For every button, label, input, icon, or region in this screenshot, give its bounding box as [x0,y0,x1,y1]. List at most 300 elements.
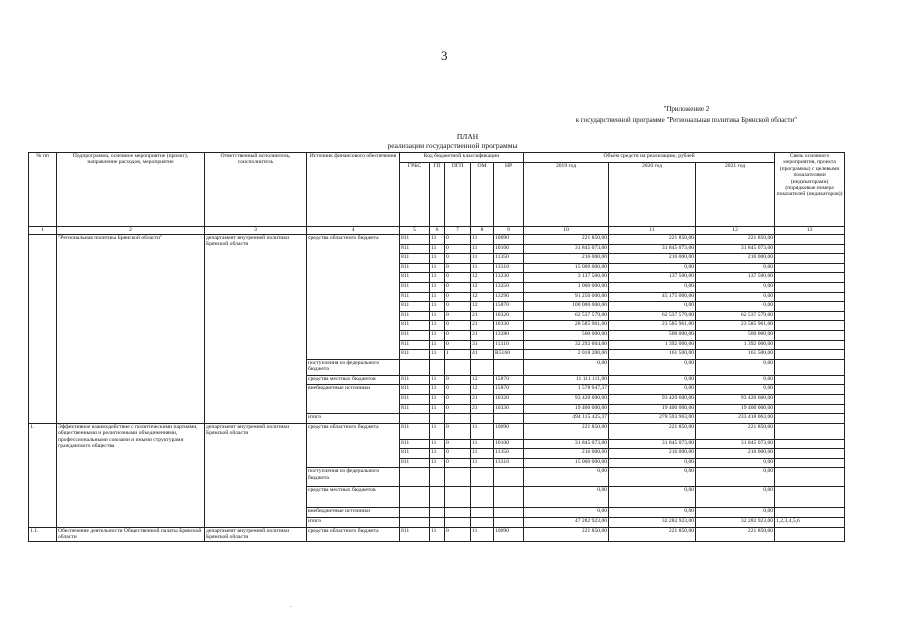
pgp-cell: 1 [445,350,471,360]
grbs-cell: 811 [400,527,430,541]
plan-table [28,152,845,542]
amount-cell: 216 000,00 [524,254,609,264]
table-row [29,423,845,439]
om-cell: 31 [471,340,494,350]
header-2021: 2021 год [696,163,775,227]
nr-cell: 13310 [494,458,524,468]
amount-cell: 216 000,00 [609,449,696,459]
link-cell: 1,2,3,4,5,6 [775,518,845,528]
amount-cell: 19 400 000,00 [696,404,775,414]
empty-code-cell [471,468,494,487]
link-cell [775,292,845,302]
link-cell [775,330,845,340]
nr-cell: 10330 [494,321,524,331]
block2-executor: департамент внутренней политики Брянской области [205,423,307,527]
grbs-cell: 811 [400,423,430,439]
amount-cell: 216 000,00 [696,254,775,264]
grbs-cell: 811 [400,375,430,385]
column-number: 12 [696,227,775,235]
amount-cell: 62 537 579,00 [609,311,696,321]
link-cell [775,394,845,404]
empty-code-cell [445,518,471,528]
empty-code-cell [471,518,494,528]
empty-code-cell [494,508,524,518]
amount-cell: 0,00 [609,385,696,395]
empty-code-cell [400,414,430,424]
amount-cell: 32 292 604,00 [524,340,609,350]
link-cell [775,527,845,541]
pgp-cell: 0 [445,375,471,385]
gp-cell: 11 [430,458,445,468]
empty-code-cell [430,359,445,375]
amount-cell: 221 850,00 [609,235,696,245]
source-extra: внебюджетные источники [307,385,400,414]
amount-cell: 0,00 [609,375,696,385]
amount-cell: 15 000 000,00 [524,458,609,468]
amount-cell: 0,00 [609,508,696,518]
table-row [29,527,845,541]
column-number: 8 [471,227,494,235]
column-number: 1 [29,227,57,235]
amount-cell: 0,00 [696,508,775,518]
amount-cell: 0,00 [696,458,775,468]
column-number: 5 [400,227,430,235]
gp-cell: 11 [430,321,445,331]
pgp-cell: 0 [445,292,471,302]
grbs-cell: 811 [400,350,430,360]
header-link: Связь основного мероприятия, проекта (программы) с целевыми показателями (индикаторами) (порядковые номера показателей (индикаторов)) [775,153,845,227]
amount-cell: 0,00 [609,282,696,292]
empty-code-cell [445,359,471,375]
nr-cell: 10090 [494,527,524,541]
amount-cell: 15 000 000,00 [524,263,609,273]
gp-cell: 11 [430,330,445,340]
grbs-cell: 811 [400,439,430,449]
pgp-cell: 0 [445,282,471,292]
nr-cell: 15870 [494,385,524,395]
amount-cell: 23 585 961,00 [696,321,775,331]
amount-cell: 31 845 073,00 [524,439,609,449]
header-volume: Объём средств на реализацию, рублей [524,153,775,163]
link-cell [775,458,845,468]
grbs-cell: 811 [400,394,430,404]
amount-cell: 0,00 [696,263,775,273]
empty-code-cell [471,414,494,424]
pgp-cell: 0 [445,244,471,254]
link-cell [775,340,845,350]
empty-code-cell [430,468,445,487]
amount-cell: 500 000,00 [609,330,696,340]
amount-cell: 221 850,00 [524,423,609,439]
amount-cell: 221 850,00 [524,235,609,245]
om-cell: 11 [471,458,494,468]
amount-cell: 233 418 063,00 [696,414,775,424]
grbs-cell: 811 [400,330,430,340]
link-cell [775,244,845,254]
om-cell: 11 [471,244,494,254]
amount-cell: 500 000,00 [524,330,609,340]
amount-cell: 28 585 961,00 [524,321,609,331]
empty-code-cell [494,359,524,375]
amount-cell: 100 000 000,00 [524,302,609,312]
block2-no: 1. [29,423,57,527]
amount-cell: 137 500,00 [609,273,696,283]
plan-title-line-1: ПЛАН [456,132,479,141]
empty-code-cell [400,518,430,528]
nr-cell: 11350 [494,254,524,264]
nr-cell: 10100 [494,244,524,254]
om-cell: 21 [471,330,494,340]
appendix-line-1: "Приложение 2 [663,105,710,113]
header-budget-code: Код бюджетной классификации [400,153,524,163]
grbs-cell: 811 [400,404,430,414]
pgp-cell: 0 [445,527,471,541]
gp-cell: 11 [430,439,445,449]
link-cell [775,404,845,414]
header-source: Источник финансового обеспечения [307,153,400,227]
page-number: 3 [441,48,448,63]
om-cell: 12 [471,385,494,395]
amount-cell: 91 250 000,00 [524,292,609,302]
source-local: средства местных бюджетов [307,375,400,385]
pgp-cell: 0 [445,404,471,414]
gp-cell: 11 [430,282,445,292]
gp-cell: 11 [430,292,445,302]
link-cell [775,254,845,264]
amount-cell: 1 392 000,00 [696,340,775,350]
amount-cell: 161 500,00 [609,350,696,360]
link-cell [775,423,845,439]
pgp-cell: 0 [445,302,471,312]
amount-cell: 32 282 923,00 [609,518,696,528]
header-executor: Ответственный исполнитель, соисполнитель [205,153,307,227]
empty-code-cell [445,414,471,424]
om-cell: 11 [471,527,494,541]
grbs-cell: 811 [400,311,430,321]
empty-code-cell [400,487,430,508]
pgp-cell: 0 [445,273,471,283]
link-cell [775,359,845,375]
column-numbers-row [29,227,845,235]
grbs-cell: 811 [400,263,430,273]
link-cell [775,385,845,395]
pgp-cell: 0 [445,321,471,331]
amount-cell: 0,00 [524,487,609,508]
amount-cell: 0,00 [609,458,696,468]
amount-cell: 0,00 [524,508,609,518]
grbs-cell: 811 [400,254,430,264]
gp-cell: 11 [430,449,445,459]
appendix-line-2: к государственной программе "Региональная политика Брянской области" [575,116,797,124]
amount-cell: 62 537 579,00 [696,311,775,321]
nr-cell: 10100 [494,439,524,449]
amount-cell: 0,00 [609,487,696,508]
appendix-header [576,104,797,126]
amount-cell: 32 282 923,00 [696,518,775,528]
block3-no: 1.1. [29,527,57,541]
nr-cell: 15870 [494,302,524,312]
plan-title-line-2: реализации государственной программы [387,141,518,150]
gp-cell: 11 [430,244,445,254]
pgp-cell: 0 [445,385,471,395]
header-om: ОМ [471,163,494,227]
link-cell [775,311,845,321]
block1-executor: департамент внутренней политики Брянской области [205,235,307,424]
header-pgp: ПГП [445,163,471,227]
link-cell [775,449,845,459]
nr-cell: 10320 [494,394,524,404]
amount-cell: 0,00 [609,359,696,375]
grbs-cell: 811 [400,292,430,302]
link-cell [775,375,845,385]
om-cell: 12 [471,273,494,283]
amount-cell: 19 400 000,00 [524,404,609,414]
source-regional: средства областного бюджета [307,235,400,360]
link-cell [775,273,845,283]
amount-cell: 0,00 [524,468,609,487]
amount-cell: 2 018 200,00 [524,350,609,360]
om-cell: 11 [471,254,494,264]
empty-code-cell [430,487,445,508]
empty-code-cell [494,487,524,508]
om-cell: 12 [471,292,494,302]
pgp-cell: 0 [445,235,471,245]
empty-code-cell [430,508,445,518]
om-cell: 21 [471,321,494,331]
amount-cell: 62 537 579,00 [524,311,609,321]
gp-cell: 11 [430,235,445,245]
column-number: 11 [609,227,696,235]
amount-cell: 216 000,00 [609,254,696,264]
source-regional: средства областного бюджета [307,423,400,468]
amount-cell: 31 845 073,00 [524,244,609,254]
amount-cell: 0,00 [609,468,696,487]
amount-cell: 31 845 073,00 [609,439,696,449]
source-extra: внебюджетные источники [307,508,400,518]
amount-cell: 500 000,00 [696,330,775,340]
block3-executor: департамент внутренней политики Брянской области [205,527,307,541]
om-cell: 12 [471,302,494,312]
empty-code-cell [400,508,430,518]
nr-cell: 10090 [494,423,524,439]
nr-cell: 11350 [494,449,524,459]
block3-name: Обеспечение деятельности Общественной палаты Брянской области [57,527,205,541]
grbs-cell: 811 [400,385,430,395]
grbs-cell: 811 [400,340,430,350]
amount-cell: 221 850,00 [696,423,775,439]
grbs-cell: 811 [400,273,430,283]
total-label: итого [307,518,400,528]
empty-code-cell [494,468,524,487]
block2-name: Эффективное взаимодействие с политическими партиями, общественными и религиозными объединениями, профессиональными союзами и иными структурами гражданского общества [57,423,205,527]
amount-cell: 221 850,00 [609,527,696,541]
grbs-cell: 811 [400,321,430,331]
link-cell [775,414,845,424]
source-regional: средства областного бюджета [307,527,400,541]
header-subprogram: Подпрограмма, основное мероприятие (проект), направление расходов, мероприятие [57,153,205,227]
column-number: 10 [524,227,609,235]
total-label: итого [307,414,400,424]
nr-cell: 13250 [494,282,524,292]
table-row [29,235,845,245]
amount-cell: 1 578 947,37 [524,385,609,395]
link-cell [775,468,845,487]
empty-code-cell [430,414,445,424]
grbs-cell: 811 [400,282,430,292]
block1-name: "Региональная политика Брянской области" [57,235,205,424]
empty-code-cell [445,508,471,518]
link-cell [775,235,845,245]
amount-cell: 3 137 500,00 [524,273,609,283]
pgp-cell: 0 [445,423,471,439]
source-federal: поступления из федерального бюджета [307,359,400,375]
amount-cell: 0,00 [609,263,696,273]
amount-cell: 137 500,00 [696,273,775,283]
om-cell: 41 [471,350,494,360]
om-cell: 21 [471,404,494,414]
grbs-cell: 811 [400,244,430,254]
gp-cell: 11 [430,394,445,404]
amount-cell: 23 585 961,00 [609,321,696,331]
gp-cell: 11 [430,404,445,414]
gp-cell: 11 [430,302,445,312]
empty-code-cell [400,468,430,487]
om-cell: 21 [471,394,494,404]
om-cell: 12 [471,282,494,292]
pgp-cell: 0 [445,254,471,264]
grbs-cell: 811 [400,458,430,468]
nr-cell: 10330 [494,404,524,414]
gp-cell: 11 [430,340,445,350]
nr-cell: 13280 [494,330,524,340]
column-number: 4 [307,227,400,235]
amount-cell: 0,00 [696,487,775,508]
empty-code-cell [471,508,494,518]
amount-cell: 93 420 600,00 [524,394,609,404]
nr-cell: 13230 [494,273,524,283]
gp-cell: 11 [430,375,445,385]
om-cell: 21 [471,311,494,321]
empty-code-cell [471,359,494,375]
grbs-cell: 811 [400,302,430,312]
gp-cell: 11 [430,263,445,273]
amount-cell: 161 500,00 [696,350,775,360]
empty-code-cell [400,359,430,375]
gp-cell: 11 [430,385,445,395]
nr-cell: 13310 [494,263,524,273]
gp-cell: 11 [430,350,445,360]
header-2019: 2019 год [524,163,609,227]
amount-cell: 0,00 [696,375,775,385]
source-federal: поступления из федерального бюджета [307,468,400,487]
amount-cell: 0,00 [524,359,609,375]
header-gp: ГП [430,163,445,227]
pgp-cell: 0 [445,449,471,459]
gp-cell: 11 [430,254,445,264]
amount-cell: 221 850,00 [524,527,609,541]
empty-code-cell [494,414,524,424]
source-local: средства местных бюджетов [307,487,400,508]
link-cell [775,263,845,273]
column-number: 3 [205,227,307,235]
om-cell: 11 [471,423,494,439]
om-cell: 12 [471,375,494,385]
link-cell [775,321,845,331]
amount-cell: 0,00 [696,359,775,375]
empty-code-cell [471,487,494,508]
header-nr: НР [494,163,524,227]
pgp-cell: 0 [445,439,471,449]
pgp-cell: 0 [445,330,471,340]
om-cell: 11 [471,449,494,459]
empty-code-cell [445,487,471,508]
amount-cell: 1 000 000,00 [524,282,609,292]
amount-cell: 19 400 000,00 [609,404,696,414]
pgp-cell: 0 [445,311,471,321]
amount-cell: 216 000,00 [524,449,609,459]
amount-cell: 47 282 923,00 [524,518,609,528]
amount-cell: 0,00 [696,468,775,487]
amount-cell: 494 115 425,37 [524,414,609,424]
amount-cell: 0,00 [696,282,775,292]
header-no: № пп [29,153,57,227]
link-cell [775,302,845,312]
gp-cell: 11 [430,527,445,541]
amount-cell: 45 175 000,00 [609,292,696,302]
om-cell: 11 [471,263,494,273]
amount-cell: 0,00 [696,292,775,302]
pgp-cell: 0 [445,394,471,404]
nr-cell: 10320 [494,311,524,321]
amount-cell: 31 845 073,00 [696,439,775,449]
link-cell [775,508,845,518]
gp-cell: 11 [430,311,445,321]
om-cell: 11 [471,235,494,245]
pgp-cell: 0 [445,340,471,350]
link-cell [775,282,845,292]
empty-code-cell [494,518,524,528]
scan-mark: . [290,600,292,609]
om-cell: 11 [471,439,494,449]
column-number: 2 [57,227,205,235]
nr-cell: 15870 [494,375,524,385]
header-grbs: ГРБС [400,163,430,227]
plan-title [0,132,905,150]
amount-cell: 31 845 073,00 [696,244,775,254]
header-2020: 2020 год [609,163,696,227]
amount-cell: 93 420 600,00 [696,394,775,404]
column-number: 6 [430,227,445,235]
column-number: 7 [445,227,471,235]
nr-cell: R5160 [494,350,524,360]
amount-cell: 1 392 000,00 [609,340,696,350]
nr-cell: 13290 [494,292,524,302]
amount-cell: 221 850,00 [609,423,696,439]
link-cell [775,439,845,449]
pgp-cell: 0 [445,458,471,468]
empty-code-cell [445,468,471,487]
nr-cell: 11310 [494,340,524,350]
amount-cell: 278 593 963,00 [609,414,696,424]
empty-code-cell [430,518,445,528]
amount-cell: 11 111 111,00 [524,375,609,385]
row-no-cell [29,235,57,424]
amount-cell: 221 850,00 [696,527,775,541]
grbs-cell: 811 [400,235,430,245]
gp-cell: 11 [430,423,445,439]
link-cell [775,487,845,508]
amount-cell: 216 000,00 [696,449,775,459]
